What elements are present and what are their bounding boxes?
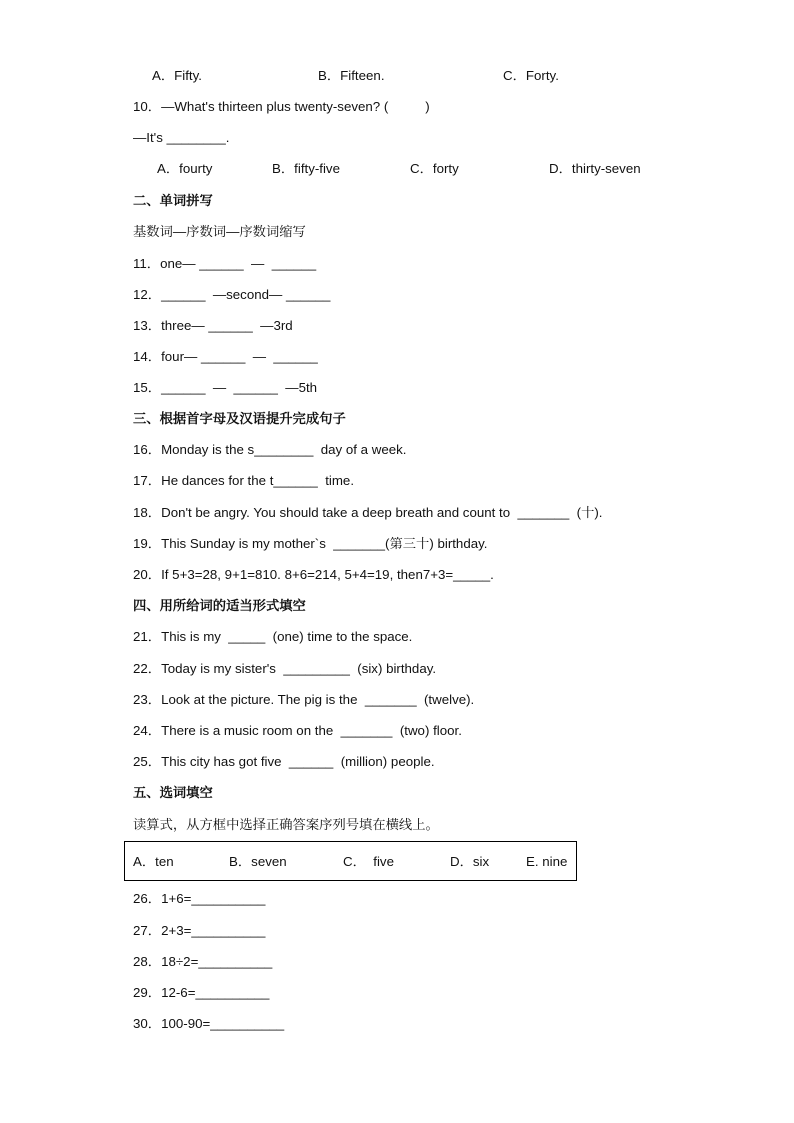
q10-option-a: A．fourty <box>157 161 213 176</box>
word-choice-box <box>124 841 577 881</box>
section5-instruction: 读算式，从方框中选择正确答案序列号填在横线上。 <box>133 817 439 832</box>
question-26: 26．1+6=__________ <box>133 891 266 906</box>
q10-answer-line: —It's ________. <box>133 130 230 145</box>
question-24: 24．There is a music room on the _______ (two) floor. <box>133 723 462 738</box>
question-29: 29．12-6=__________ <box>133 985 270 1000</box>
section4-heading: 四、用所给词的适当形式填空 <box>133 598 306 613</box>
question-22: 22．Today is my sister's _________ (six) birthday. <box>133 661 437 676</box>
question-12: 12．______ —second— ______ <box>133 287 331 302</box>
q10-option-c: C．forty <box>410 161 459 176</box>
choice-e: E. nine <box>526 854 568 869</box>
question-21: 21．This is my _____ (one) time to the space. <box>133 629 413 644</box>
choice-a: A．ten <box>133 854 174 869</box>
question-13: 13．three— ______ —3rd <box>133 318 293 333</box>
section2-heading: 二、单词拼写 <box>133 193 213 208</box>
section2-instruction: 基数词—序数词—序数词缩写 <box>133 224 306 239</box>
question-19: 19．This Sunday is my mother`s _______(第三十) birthday. <box>133 536 488 551</box>
q10-option-b: B．fifty-five <box>272 161 340 176</box>
question-20: 20．If 5+3=28, 9+1=810. 8+6=214, 5+4=19, then7+3=_____. <box>133 567 494 582</box>
section3-heading: 三、根据首字母及汉语提升完成句子 <box>133 411 346 426</box>
question-30: 30．100-90=__________ <box>133 1016 285 1031</box>
q9-option-b: B．Fifteen. <box>318 68 385 83</box>
section5-heading: 五、选词填空 <box>133 785 213 800</box>
q10-option-d: D．thirty-seven <box>549 161 641 176</box>
choice-b: B．seven <box>229 854 287 869</box>
question-14: 14．four— ______ — ______ <box>133 349 318 364</box>
question-25: 25．This city has got five ______ (million) people. <box>133 754 435 769</box>
question-11: 11．one— ______ — ______ <box>133 256 317 271</box>
question-15: 15．______ — ______ —5th <box>133 380 318 395</box>
q9-option-c: C．Forty. <box>503 68 559 83</box>
question-16: 16．Monday is the s________ day of a week. <box>133 442 407 457</box>
q9-option-a: A．Fifty. <box>152 68 202 83</box>
question-18: 18．Don't be angry. You should take a deep breath and count to _______ (十). <box>133 505 603 520</box>
question-17: 17．He dances for the t______ time. <box>133 473 355 488</box>
question-28: 28．18÷2=__________ <box>133 954 273 969</box>
choice-d: D．six <box>450 854 490 869</box>
question-23: 23．Look at the picture. The pig is the _______ (twelve). <box>133 692 475 707</box>
choice-c: C． five <box>343 854 394 869</box>
q10-question: 10．—What's thirteen plus twenty-seven? ( ) <box>133 99 430 114</box>
question-27: 27．2+3=__________ <box>133 923 266 938</box>
